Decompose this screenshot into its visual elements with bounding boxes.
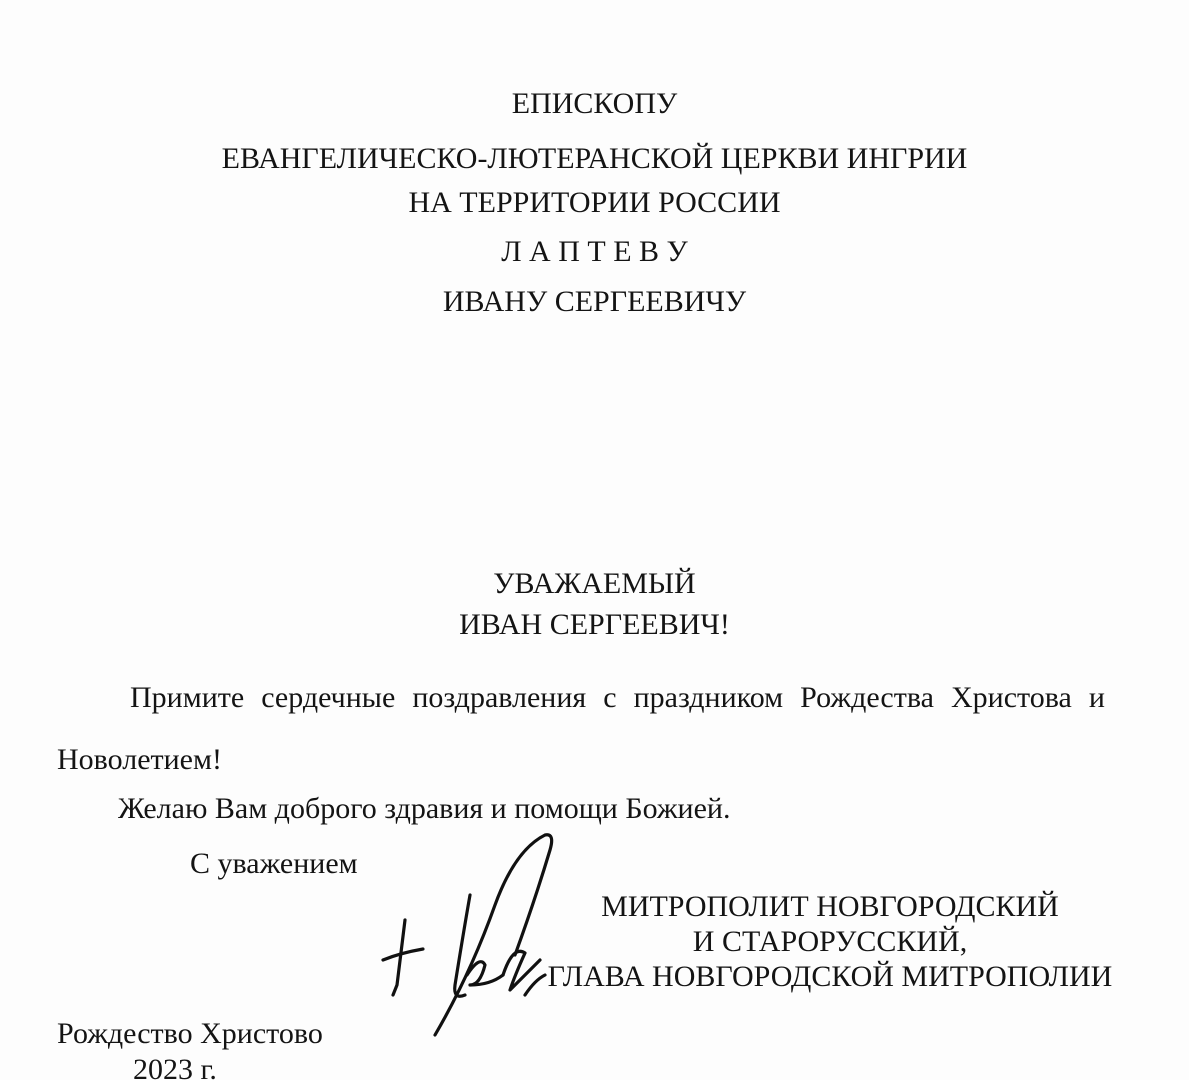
word: праздником xyxy=(633,681,784,714)
body-paragraph-2: Желаю Вам доброго здравия и помощи Божией. xyxy=(118,792,731,825)
addressee-surname: Л А П Т Е В У xyxy=(501,235,688,268)
signatory-line-1: МИТРОПОЛИТ НОВГОРОДСКИЙ xyxy=(601,890,1059,923)
addressee-line-3: НА ТЕРРИТОРИИ РОССИИ xyxy=(408,186,781,219)
salutation-line-2: ИВАН СЕРГЕЕВИЧ! xyxy=(459,608,730,641)
word: Рождества xyxy=(800,681,934,714)
date-line-2: 2023 г. xyxy=(133,1053,217,1080)
signature-cross-stroke-horizontal xyxy=(383,949,423,960)
word: Примите xyxy=(130,681,245,714)
addressee-line-2: ЕВАНГЕЛИЧЕСКО-ЛЮТЕРАНСКОЙ ЦЕРКВИ ИНГРИИ xyxy=(221,142,968,175)
closing: С уважением xyxy=(190,847,358,880)
word: Христова xyxy=(950,681,1072,714)
word: сердечные xyxy=(261,681,396,714)
salutation-line-1: УВАЖАЕМЫЙ xyxy=(493,567,696,600)
word: с xyxy=(603,681,617,714)
body-paragraph-1-line-2: Новолетием! xyxy=(57,743,222,776)
addressee-line-1: ЕПИСКОПУ xyxy=(511,87,678,120)
signatory-line-2: И СТАРОРУССКИЙ, xyxy=(692,925,968,958)
word: и xyxy=(1088,681,1105,714)
addressee-name: ИВАНУ СЕРГЕЕВИЧУ xyxy=(442,285,747,318)
signature-letter-stroke-2 xyxy=(467,962,503,985)
signature-cross-stroke-vertical xyxy=(393,920,405,995)
word: поздравления xyxy=(412,681,587,714)
body-paragraph-1-line-1 xyxy=(130,680,1105,716)
signatory-line-3: ГЛАВА НОВГОРОДСКОЙ МИТРОПОЛИИ xyxy=(547,960,1113,993)
date-line-1: Рождество Христово xyxy=(57,1017,323,1050)
